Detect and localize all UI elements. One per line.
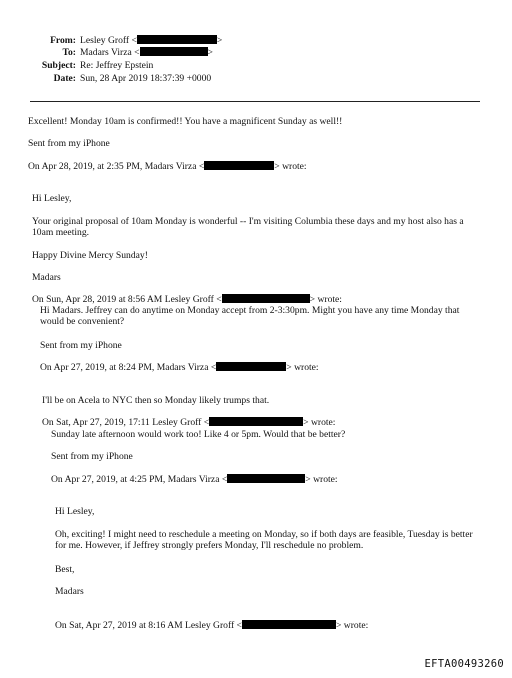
redaction-bar — [137, 35, 217, 44]
to-label: To: — [62, 47, 76, 58]
body-line: Hi Lesley, — [55, 506, 95, 517]
body-line: Madars — [32, 272, 61, 283]
quote-header: On Apr 27, 2019, at 4:25 PM, Madars Virza < > wrote: — [51, 474, 338, 485]
body-paragraph: Oh, exciting! I might need to reschedule a meeting on Monday, so if both days are feasible, Tuesday is better for me. However, if Jeffrey strongly prefers Monday, I'll reschedule no problem. — [55, 529, 473, 551]
body-line: Madars — [55, 586, 84, 597]
from-label: From: — [50, 35, 76, 46]
quote-header: On Sat, Apr 27, 2019, 17:11 Lesley Groff < > wrote: — [42, 417, 336, 428]
from-value: Lesley Groff < > — [80, 35, 223, 46]
redaction-bar — [140, 47, 208, 56]
body-line: Happy Divine Mercy Sunday! — [32, 250, 148, 261]
header-divider — [30, 101, 480, 102]
quote-header: On Apr 27, 2019, at 8:24 PM, Madars Virza < > wrote: — [40, 362, 319, 373]
body-line: Sent from my iPhone — [40, 340, 122, 351]
date-label: Date: — [53, 73, 76, 84]
redaction-bar — [227, 474, 305, 483]
subject-label: Subject: — [41, 60, 76, 71]
to-value: Madars Virza < > — [80, 47, 213, 58]
body-line: Best, — [55, 564, 75, 575]
body-line: Excellent! Monday 10am is confirmed!! You have a magnificent Sunday as well!! — [28, 116, 343, 127]
body-line: Sunday late afternoon would work too! Like 4 or 5pm. Would that be better? — [51, 429, 346, 440]
redaction-bar — [204, 161, 274, 170]
body-paragraph: Your original proposal of 10am Monday is wonderful -- I'm visiting Columbia these days and my host also has a 10am meeting. — [32, 216, 464, 238]
body-line: Sent from my iPhone — [51, 451, 133, 462]
body-line: I'll be on Acela to NYC then so Monday likely trumps that. — [42, 395, 270, 406]
redaction-bar — [216, 362, 286, 371]
body-line: Sent from my iPhone — [28, 138, 110, 149]
redaction-bar — [222, 294, 310, 303]
quote-header: On Apr 28, 2019, at 2:35 PM, Madars Virza < > wrote: — [28, 161, 307, 172]
body-line: Hi Lesley, — [32, 193, 72, 204]
document-id: EFTA00493260 — [424, 658, 504, 670]
body-paragraph: Hi Madars. Jeffrey can do anytime on Monday accept from 2-3:30pm. Might you have any time Monday that would be convenient? — [40, 305, 460, 327]
date-value: Sun, 28 Apr 2019 18:37:39 +0000 — [80, 73, 212, 84]
quote-header: On Sun, Apr 28, 2019 at 8:56 AM Lesley Groff < > wrote: — [32, 294, 342, 305]
quote-header: On Sat, Apr 27, 2019 at 8:16 AM Lesley Groff < > wrote: — [55, 620, 369, 631]
redaction-bar — [209, 417, 303, 426]
subject-value: Re: Jeffrey Epstein — [80, 60, 154, 71]
redaction-bar — [242, 620, 336, 629]
